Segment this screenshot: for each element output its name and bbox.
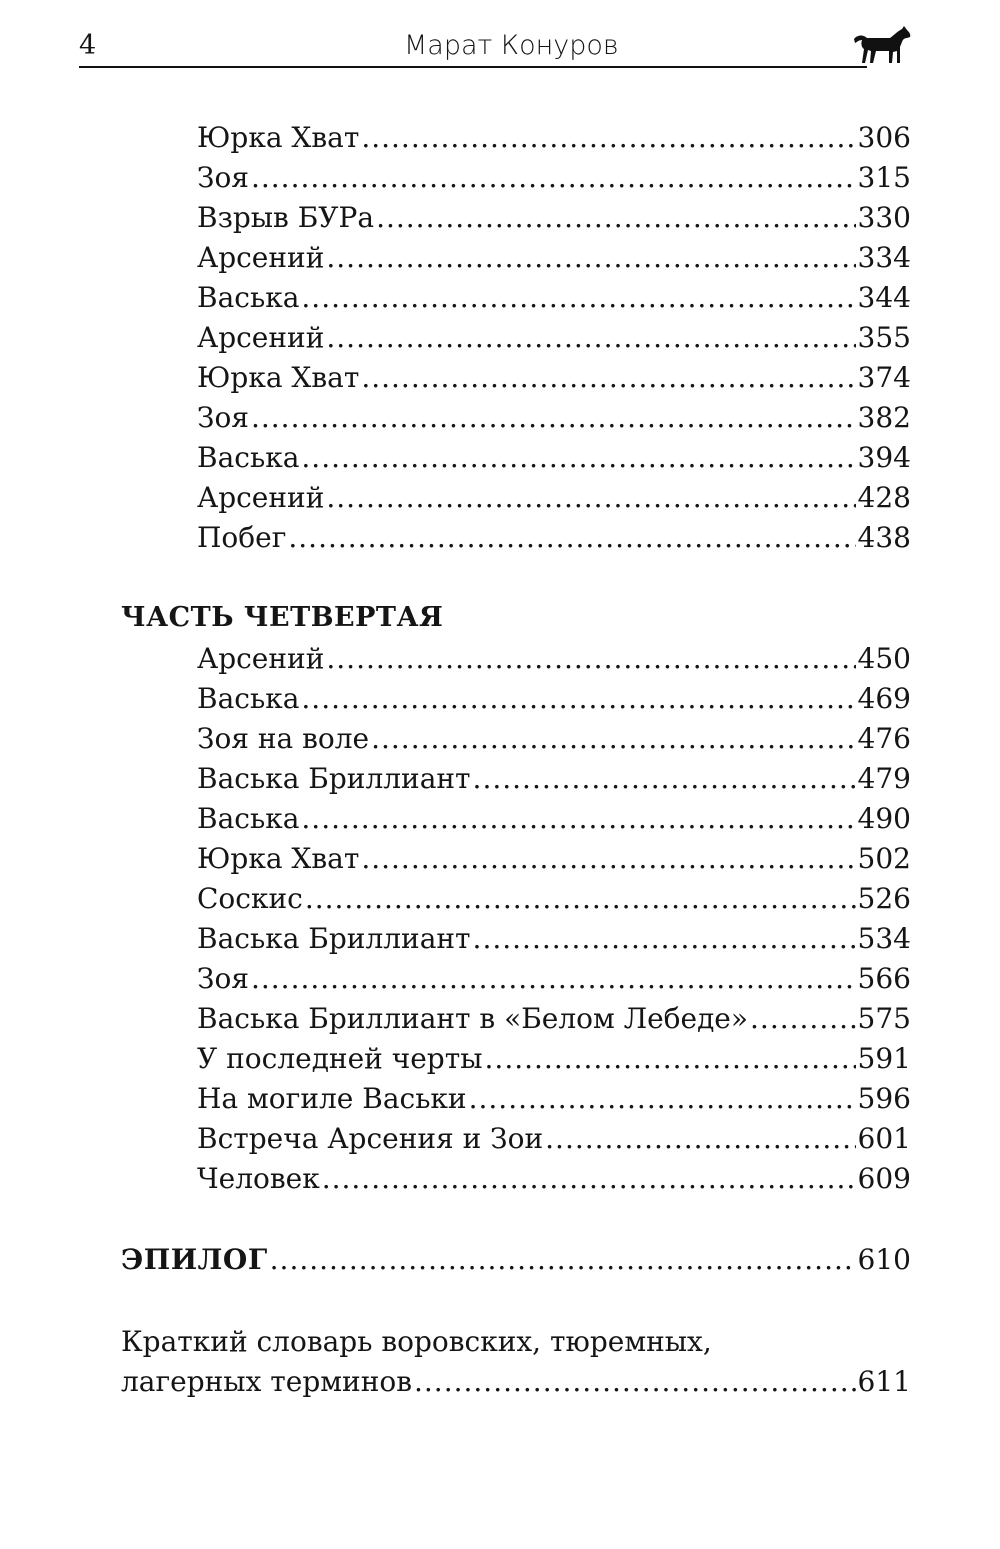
dot-leader [485,1039,856,1079]
toc-entry-page: 469 [857,682,911,715]
toc-entry-title: Васька Бриллиант [197,762,471,795]
toc-entry [197,118,911,158]
toc-entry [197,759,911,799]
dot-leader [545,1119,855,1159]
toc-entry [197,959,911,999]
toc-entry [197,639,911,679]
toc-entry-title: Васька [197,802,300,835]
toc-entry-page: 306 [857,121,911,154]
toc-entry-page: 596 [857,1082,911,1115]
toc-entry [197,238,911,278]
dot-leader [288,518,855,558]
toc-entry-page: 355 [857,321,911,354]
toc-entry-title: Васька Бриллиант [197,922,471,955]
toc-entry-page: 334 [857,241,911,274]
toc-entry [197,839,911,879]
part-heading: ЧАСТЬ ЧЕТВЕРТАЯ [121,602,444,633]
page-number: 4 [79,30,97,61]
toc-entry-title: Васька [197,441,300,474]
toc-entry-title: Зоя [197,161,249,194]
toc-entry [197,1119,911,1159]
epilogue-title: ЭПИЛОГ [121,1243,268,1276]
toc-entry [197,1079,911,1119]
toc-entry-title: Зоя на воле [197,722,370,755]
running-title: Марат Конуров [404,30,619,61]
toc-entry [197,158,911,198]
toc-entry [197,999,911,1039]
toc-entry-title: Арсений [197,321,325,354]
epilogue-page: 610 [857,1243,911,1276]
dot-leader [270,1240,856,1280]
horse-icon [852,25,912,67]
toc-entry-page: 476 [857,722,911,755]
toc-entry-title: Встреча Арсения и Зои [197,1122,544,1155]
toc-entry-page: 330 [857,201,911,234]
dot-leader [301,799,855,839]
toc-entry-page: 502 [857,842,911,875]
dot-leader [361,118,855,158]
dot-leader [326,238,855,278]
toc-entry [197,318,911,358]
toc-entry [197,799,911,839]
toc-entry-page: 344 [857,281,911,314]
toc-entry-title: Васька [197,682,300,715]
dot-leader [361,839,855,879]
toc-entry-page: 479 [857,762,911,795]
toc-entry [197,719,911,759]
toc-entry-page: 534 [857,922,911,955]
dot-leader [326,318,855,358]
dot-leader [376,198,855,238]
dot-leader [473,919,856,959]
dot-leader [251,398,856,438]
dot-leader [473,759,856,799]
dot-leader [750,999,856,1039]
toc-entry-page: 374 [857,361,911,394]
dot-leader [301,278,855,318]
toc-entry [197,518,911,558]
dot-leader [469,1079,856,1119]
dot-leader [251,158,856,198]
toc-entry-title: Взрыв БУРа [197,201,375,234]
toc-entry-page: 575 [857,1002,911,1035]
toc-entry-title: Зоя [197,962,249,995]
toc-entry [197,278,911,318]
toc-entry-title: На могиле Васьки [197,1082,467,1115]
dot-leader [361,358,855,398]
dot-leader [326,639,855,679]
toc-entry-page: 566 [857,962,911,995]
glossary-entry [121,1362,911,1402]
glossary-page: 611 [857,1365,911,1398]
toc-entry [197,1159,911,1199]
dot-leader [251,959,856,999]
toc-entry-title: Юрка Хват [197,121,360,154]
toc-entry-page: 591 [857,1042,911,1075]
toc-entry-title: Зоя [197,401,249,434]
toc-entry-title: Побег [197,521,287,554]
toc-entry-title: Васька [197,281,300,314]
toc-entry-page: 382 [857,401,911,434]
toc-entry-title: Арсений [197,642,325,675]
toc-entry [197,679,911,719]
toc-entry-page: 428 [857,481,911,514]
toc-entry-page: 526 [857,882,911,915]
toc-entry-title: У последней черты [197,1042,483,1075]
epilogue-entry [121,1240,911,1280]
toc-entry [197,879,911,919]
dot-leader [301,438,855,478]
toc-entry-title: Арсений [197,481,325,514]
glossary-title-line1: Краткий словарь воровских, тюремных, [121,1325,712,1358]
toc-entry-page: 601 [857,1122,911,1155]
dot-leader [414,1362,856,1402]
dot-leader [301,679,855,719]
toc-entry-page: 490 [857,802,911,835]
toc-entry [197,398,911,438]
toc-entry-title: Человек [197,1162,320,1195]
toc-entry-title: Юрка Хват [197,361,360,394]
toc-entry [197,358,911,398]
toc-entry [197,198,911,238]
toc-entry-page: 394 [857,441,911,474]
toc-entry-page: 438 [857,521,911,554]
toc-entry-title: Юрка Хват [197,842,360,875]
dot-leader [326,478,855,518]
glossary-title-line2: лагерных терминов [121,1365,412,1398]
dot-leader [371,719,855,759]
header-rule [79,66,867,68]
toc-entry-page: 315 [857,161,911,194]
toc-entry [197,438,911,478]
toc-entry-title: Соскис [197,882,303,915]
toc-entry-title: Арсений [197,241,325,274]
toc-entry-page: 450 [857,642,911,675]
dot-leader [322,1159,856,1199]
dot-leader [305,879,856,919]
toc-entry [197,1039,911,1079]
toc-entry-page: 609 [857,1162,911,1195]
toc-entry [197,919,911,959]
toc-entry [197,478,911,518]
toc-entry-title: Васька Бриллиант в «Белом Лебеде» [197,1002,749,1035]
